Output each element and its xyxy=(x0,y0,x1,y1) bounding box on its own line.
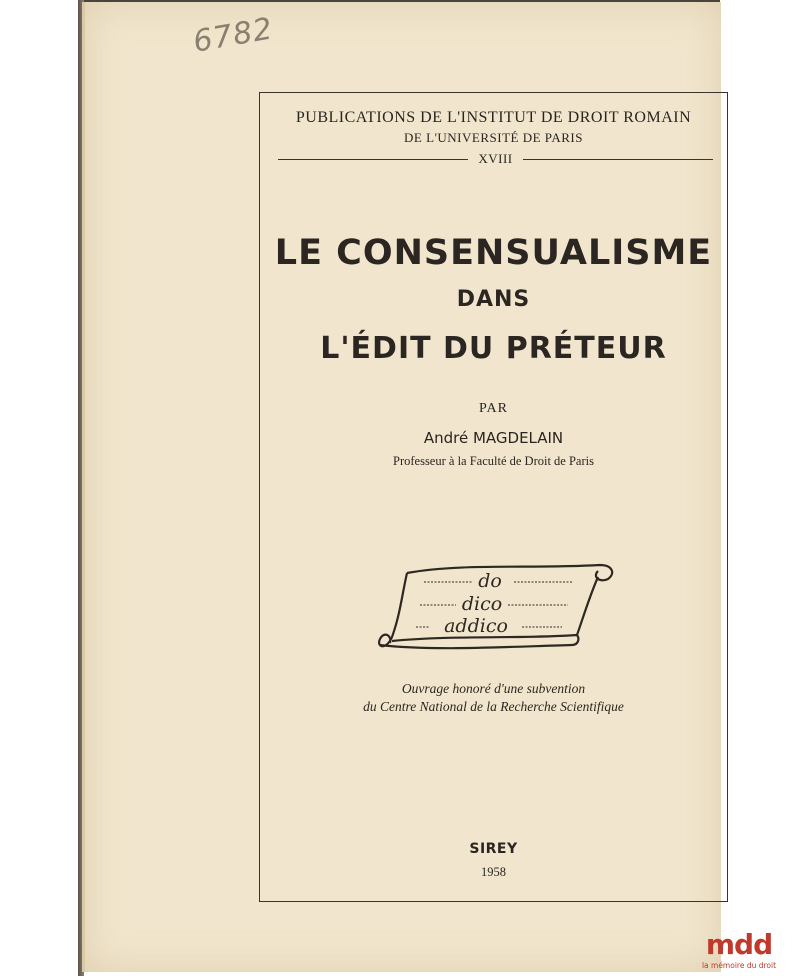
rule-right xyxy=(523,159,713,160)
book-cover xyxy=(82,2,721,972)
book-title-line3: L'ÉDIT DU PRÉTEUR xyxy=(320,331,667,366)
mdd-logo: mdd xyxy=(705,928,773,961)
mdd-tagline: la mémoire du droit xyxy=(701,961,777,970)
cover-frame xyxy=(259,92,728,902)
grant-line2: du Centre National de la Recherche Scientifique xyxy=(363,699,624,714)
mdd-watermark xyxy=(684,930,794,970)
scroll-left-edge xyxy=(379,573,407,646)
publisher-name: SIREY xyxy=(469,841,518,857)
volume-number: XVIII xyxy=(478,151,513,166)
scroll-emblem xyxy=(372,555,617,661)
scroll-word-do: do xyxy=(478,570,502,592)
author-title: Professeur à la Faculté de Droit de Paris xyxy=(393,454,594,468)
book-title-line2: DANS xyxy=(456,287,531,312)
book-title-line1: LE CONSENSUALISME xyxy=(274,233,713,273)
scroll-word-dico: dico xyxy=(461,593,503,615)
handwritten-call-number: 6782 xyxy=(190,11,276,60)
rule-left xyxy=(278,159,468,160)
scroll-word-addico: addico xyxy=(444,615,508,637)
grant-line1: Ouvrage honoré d'une subvention xyxy=(401,681,586,696)
scroll-top-edge xyxy=(407,565,612,580)
byline-par: PAR xyxy=(479,401,508,416)
publication-year: 1958 xyxy=(481,865,506,879)
volume-row xyxy=(278,151,713,167)
author-name: André MAGDELAIN xyxy=(423,429,564,447)
series-subtitle: DE L'UNIVERSITÉ DE PARIS xyxy=(404,130,583,145)
series-title: PUBLICATIONS DE L'INSTITUT DE DROIT ROMAIN xyxy=(295,109,692,126)
